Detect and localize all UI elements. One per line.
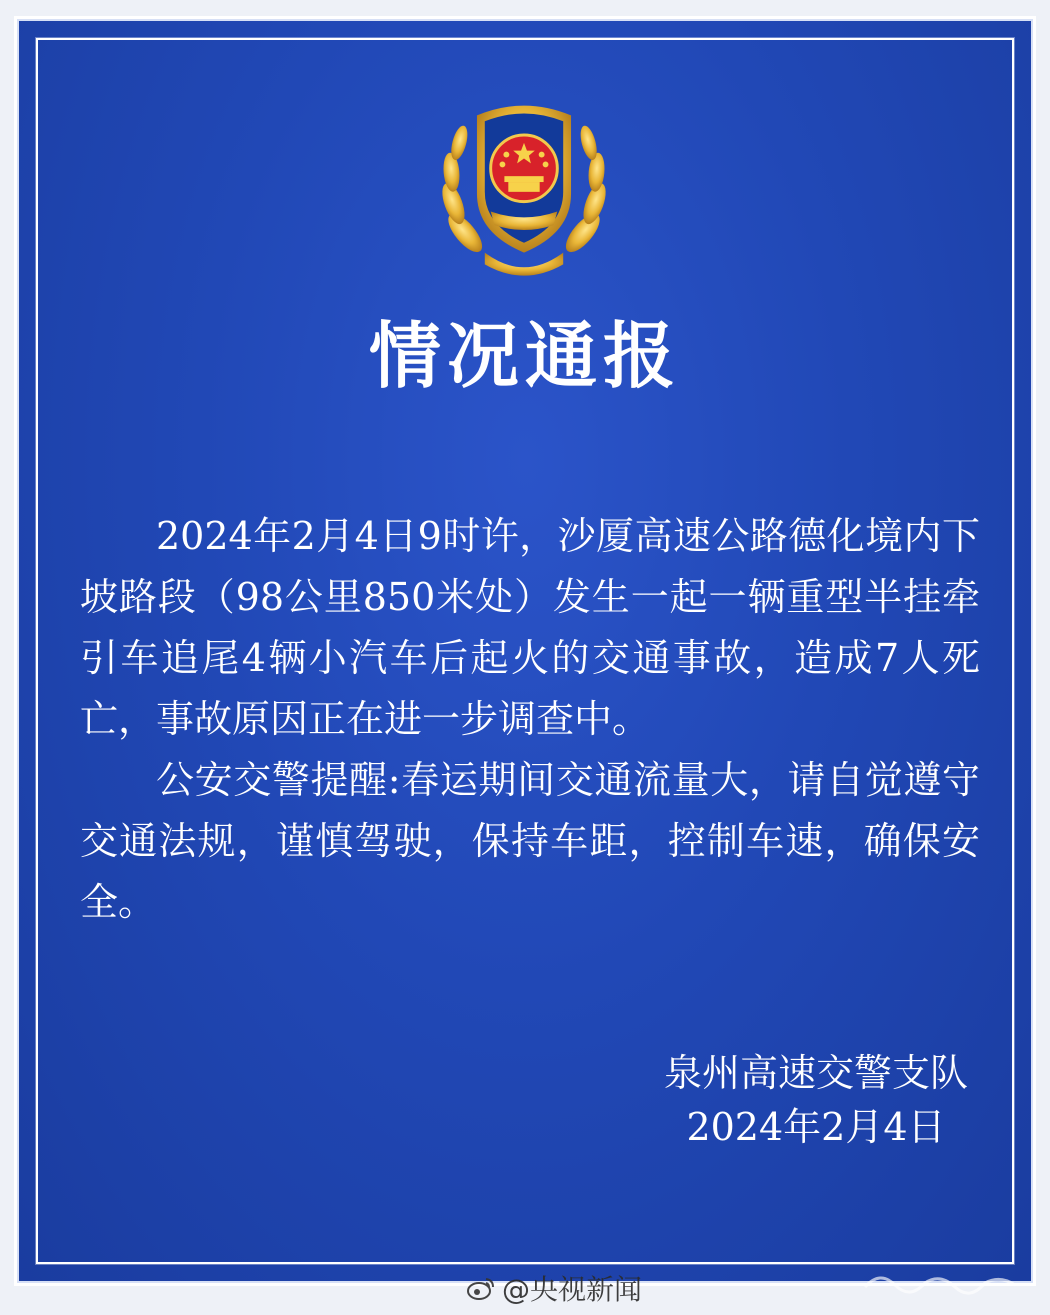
police-emblem-icon bbox=[426, 86, 622, 282]
notice-panel bbox=[14, 16, 1036, 1286]
issuer-name: 泉州高速交警支队 bbox=[663, 1051, 968, 1095]
notice-body bbox=[80, 506, 980, 933]
weibo-icon bbox=[466, 1275, 496, 1301]
issue-date: 2024年2月4日 bbox=[686, 1105, 946, 1149]
page-title: 情况通报 bbox=[368, 314, 681, 398]
source-watermark bbox=[466, 1268, 642, 1308]
paragraph-incident: 2024年2月4日9时许，沙厦高速公路德化境内下坡路段（98公里850米处）发生一起一辆重型半挂牵引车追尾4辆小汽车后起火的交通事故，造成7人死亡，事故原因正在进一步调查中。 bbox=[80, 514, 980, 741]
paragraph-reminder: 公安交警提醒:春运期间交通流量大，请自觉遵守交通法规，谨慎驾驶，保持车距，控制车速，确保安全。 bbox=[80, 758, 980, 924]
corner-watermark-scribble bbox=[860, 1265, 1020, 1299]
watermark-text: @央视新闻 bbox=[502, 1273, 643, 1306]
signature-block bbox=[664, 1046, 968, 1154]
